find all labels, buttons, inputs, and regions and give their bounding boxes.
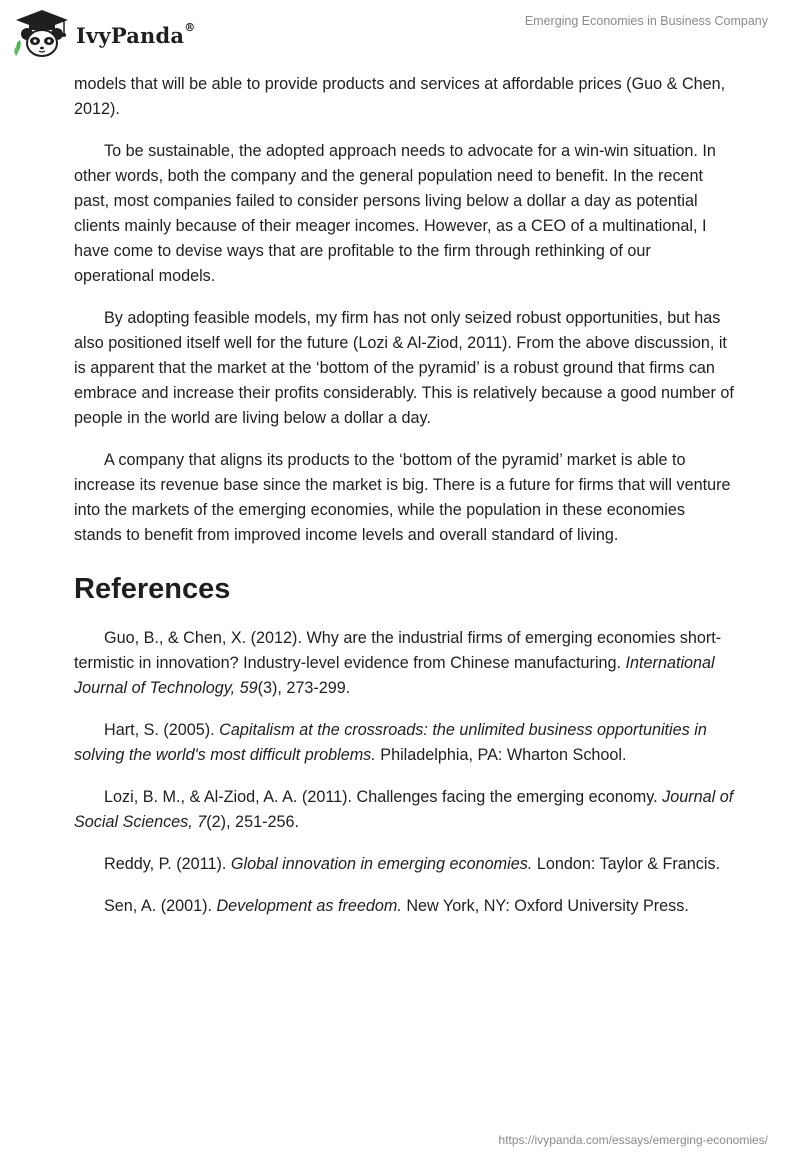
logo-text: IvyPanda® [76, 20, 196, 48]
document-title: Emerging Economies in Business Company [524, 14, 768, 28]
reference-item: Hart, S. (2005). Capitalism at the crossroads: the unlimited business opportunities in solving the world's most difficult problems. Philadelphia, PA: Wharton School. [74, 721, 707, 764]
paragraph: To be sustainable, the adopted approach needs to advocate for a win-win situation. In other words, both the company and the general population need to benefit. In the recent past, most companies failed to consider persons living below a dollar a day as potential clients mainly because of their meager incomes. However, as a CEO of a multinational, I have come to devise ways that are profitable to the firm through rethinking of our operational models. [74, 142, 716, 285]
source-url[interactable]: https://ivypanda.com/essays/emerging-economies/ [498, 1133, 768, 1147]
references-heading: References [74, 573, 231, 605]
reference-item: Sen, A. (2001). Development as freedom. New York, NY: Oxford University Press. [104, 897, 689, 915]
paragraph: By adopting feasible models, my firm has not only seized robust opportunities, but has also positioned itself well for the future (Lozi & Al-Ziod, 2011). From the above discussion, it is apparent that the market at the ‘bottom of the pyramid’ is a robust ground that firms can embrace and increase their profits considerably. This is relatively because a good number of people in the world are living below a dollar a day. [74, 309, 734, 427]
reference-item: Lozi, B. M., & Al-Ziod, A. A. (2011). Challenges facing the emerging economy. Journal of Social Sciences, 7(2), 251-256. [74, 788, 734, 831]
page-header [0, 0, 800, 70]
panda-graduate-icon [12, 8, 72, 60]
essay-content [74, 72, 734, 936]
ivypanda-logo[interactable] [12, 8, 195, 60]
paragraph: A company that aligns its products to the ‘bottom of the pyramid’ market is able to increase its revenue base since the market is big. There is a future for firms that will venture into the markets of the emerging economies, while the population in these economies stands to benefit from improved income levels and overall standard of living. [74, 451, 731, 544]
reference-item: Reddy, P. (2011). Global innovation in emerging economies. London: Taylor & Francis. [104, 855, 721, 873]
reference-item: Guo, B., & Chen, X. (2012). Why are the industrial firms of emerging economies short-termistic in innovation? Industry-level evidence from Chinese manufacturing. International Journal of Technology, 59(3), 273-299. [74, 629, 722, 697]
paragraph: models that will be able to provide products and services at affordable prices (Guo & Chen, 2012). [74, 75, 726, 118]
